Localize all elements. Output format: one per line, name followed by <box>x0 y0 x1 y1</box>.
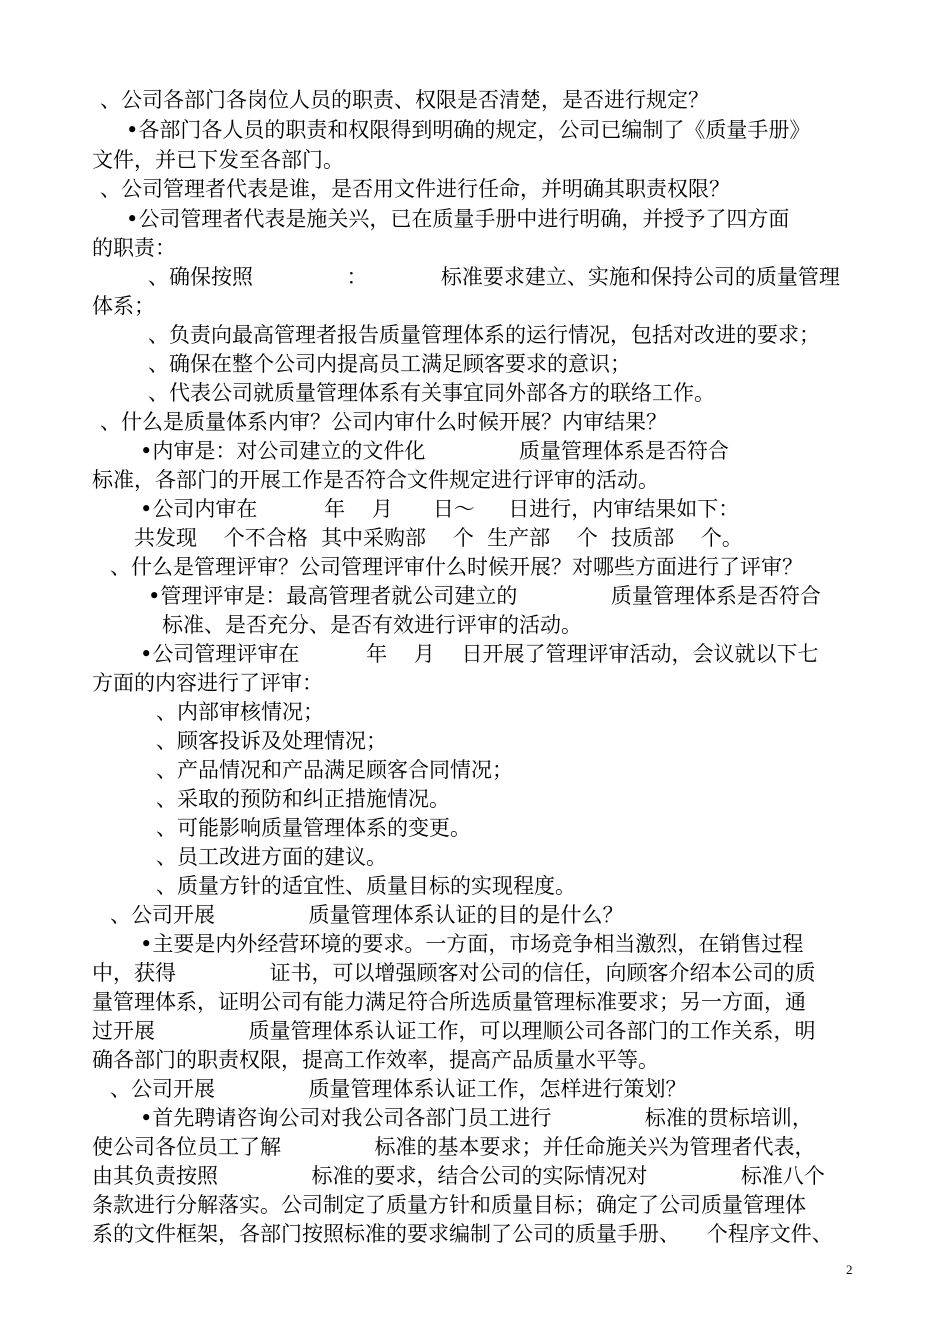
text-line: 、确保按照 ： 标准要求建立、实施和保持公司的质量管理 <box>148 265 840 289</box>
text-line: 标准、是否充分、是否有效进行评审的活动。 <box>162 613 582 637</box>
text-line: •内审是：对公司建立的文件化 质量管理体系是否符合 <box>140 439 729 463</box>
text-line: 确各部门的职责权限，提高工作效率，提高产品质量水平等。 <box>92 1048 659 1072</box>
text-line: 、什么是质量体系内审？公司内审什么时候开展？内审结果？ <box>100 410 667 434</box>
text-line: 方面的内容进行了评审： <box>92 671 323 695</box>
text-line: 文件，并已下发至各部门。 <box>92 148 344 172</box>
text-line: 标准，各部门的开展工作是否符合文件规定进行评审的活动。 <box>92 468 659 492</box>
text-line: •管理评审是：最高管理者就公司建立的 质量管理体系是否符合 <box>148 584 821 608</box>
text-line: •公司管理评审在 年 月 日开展了管理评审活动，会议就以下七 <box>140 642 819 666</box>
text-line: •公司内审在 年 月 日～ 日进行，内审结果如下： <box>140 497 740 521</box>
text-line: 、代表公司就质量管理体系有关事宜同外部各方的联络工作。 <box>148 381 715 405</box>
text-line: 量管理体系，证明公司有能力满足符合所选质量管理标准要求；另一方面，通 <box>92 990 806 1014</box>
text-line: 、确保在整个公司内提高员工满足顾客要求的意识； <box>148 352 631 376</box>
text-line: 、公司开展 质量管理体系认证的目的是什么？ <box>110 903 624 927</box>
text-line: 、负责向最高管理者报告质量管理体系的运行情况，包括对改进的要求； <box>148 323 820 347</box>
text-line: 、可能影响质量管理体系的变更。 <box>156 816 471 840</box>
text-line: 、员工改进方面的建议。 <box>156 845 387 869</box>
text-line: 体系； <box>92 294 155 318</box>
text-line: 、公司开展 质量管理体系认证工作，怎样进行策划？ <box>110 1077 687 1101</box>
text-line: 系的文件框架，各部门按照标准的要求编制了公司的质量手册、 个程序文件、 <box>92 1222 833 1246</box>
text-line: 、质量方针的适宜性、质量目标的实现程度。 <box>156 874 576 898</box>
text-line: 、公司各部门各岗位人员的职责、权限是否清楚，是否进行规定？ <box>100 88 709 112</box>
text-line: 中，获得 证书，可以增强顾客对公司的信任，向顾客介绍本公司的质 <box>92 961 816 985</box>
text-line: •首先聘请咨询公司对我公司各部门员工进行 标准的贯标培训， <box>140 1106 813 1130</box>
text-line: •主要是内外经营环境的要求。一方面，市场竞争相当激烈，在销售过程 <box>140 932 804 956</box>
text-line: 、顾客投诉及处理情况； <box>156 729 387 753</box>
text-line: 、采取的预防和纠正措施情况。 <box>156 787 450 811</box>
text-line: 过开展 质量管理体系认证工作，可以理顺公司各部门的工作关系，明 <box>92 1019 816 1043</box>
text-line: •各部门各人员的职责和权限得到明确的规定，公司已编制了《质量手册》 <box>126 118 811 142</box>
text-line: 使公司各位员工了解 标准的基本要求；并任命施关兴为管理者代表， <box>92 1135 816 1159</box>
page-number: 2 <box>846 1262 853 1277</box>
text-line: 共发现 个不合格 其中采购部 个 生产部 个 技质部 个。 <box>134 526 743 550</box>
text-line: •公司管理者代表是施关兴，已在质量手册中进行明确，并授予了四方面 <box>126 207 790 231</box>
text-line: 的职责： <box>92 236 176 260</box>
text-line: 、什么是管理评审？公司管理评审什么时候开展？对哪些方面进行了评审？ <box>110 555 803 579</box>
text-line: 由其负责按照 标准的要求，结合公司的实际情况对 标准八个 <box>92 1164 825 1188</box>
text-line: 条款进行分解落实。公司制定了质量方针和质量目标；确定了公司质量管理体 <box>92 1193 806 1217</box>
text-line: 、产品情况和产品满足顾客合同情况； <box>156 758 513 782</box>
text-line: 、内部审核情况； <box>156 700 324 724</box>
text-line: 、公司管理者代表是谁，是否用文件进行任命，并明确其职责权限？ <box>100 177 730 201</box>
